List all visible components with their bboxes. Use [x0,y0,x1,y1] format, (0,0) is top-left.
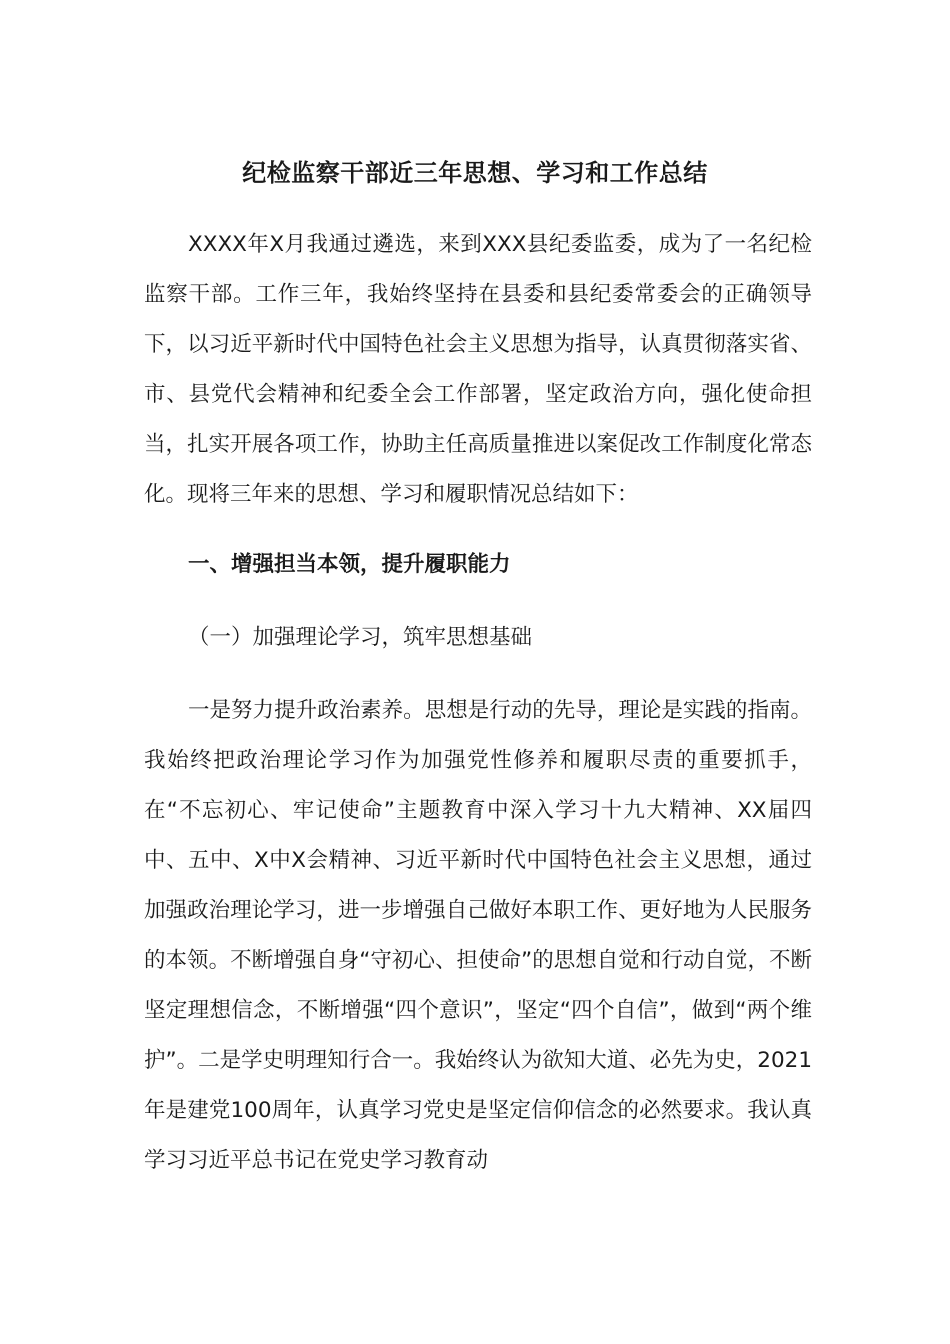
document-title: 纪检监察干部近三年思想、学习和工作总结 [242,159,708,187]
section-heading: 一、增强担当本领，提升履职能力 [188,552,511,577]
subsection-heading: （一）加强理论学习，筑牢思想基础 [188,625,533,650]
intro-paragraph: XXXX年X月我通过遴选，来到XXX县纪委监委，成为了一名纪检监察干部。工作三年，我始终坚持在县委和县纪委常委会的正确领导下，以习近平新时代中国特色社会主义思想为指导，认真贯彻落实省、市、县党代会精神和纪委全会工作部署，坚定政治方向，强化使命担当，扎实开展各项工作，协助主任高质量推进以案促改工作制度化常态化。现将三年来的思想、学习和履职情况总结如下： [144,232,812,507]
body-paragraph: 一是努力提升政治素养。思想是行动的先导，理论是实践的指南。我始终把政治理论学习作为加强党性修养和履职尽责的重要抓手，在“不忘初心、牢记使命”主题教育中深入学习十九大精神、XX届四中、五中、X中X会精神、习近平新时代中国特色社会主义思想，通过加强政治理论学习，进一步增强自己做好本职工作、更好地为人民服务的本领。不断增强自身“守初心、担使命”的思想自觉和行动自觉，不断坚定理想信念，不断增强“四个意识”，坚定“四个自信”，做到“两个维护”。二是学史明理知行合一。我始终认为欲知大道、必先为史，2021年是建党100周年，认真学习党史是坚定信仰信念的必然要求。我认真学习习近平总书记在党史学习教育动 [144,698,812,1173]
